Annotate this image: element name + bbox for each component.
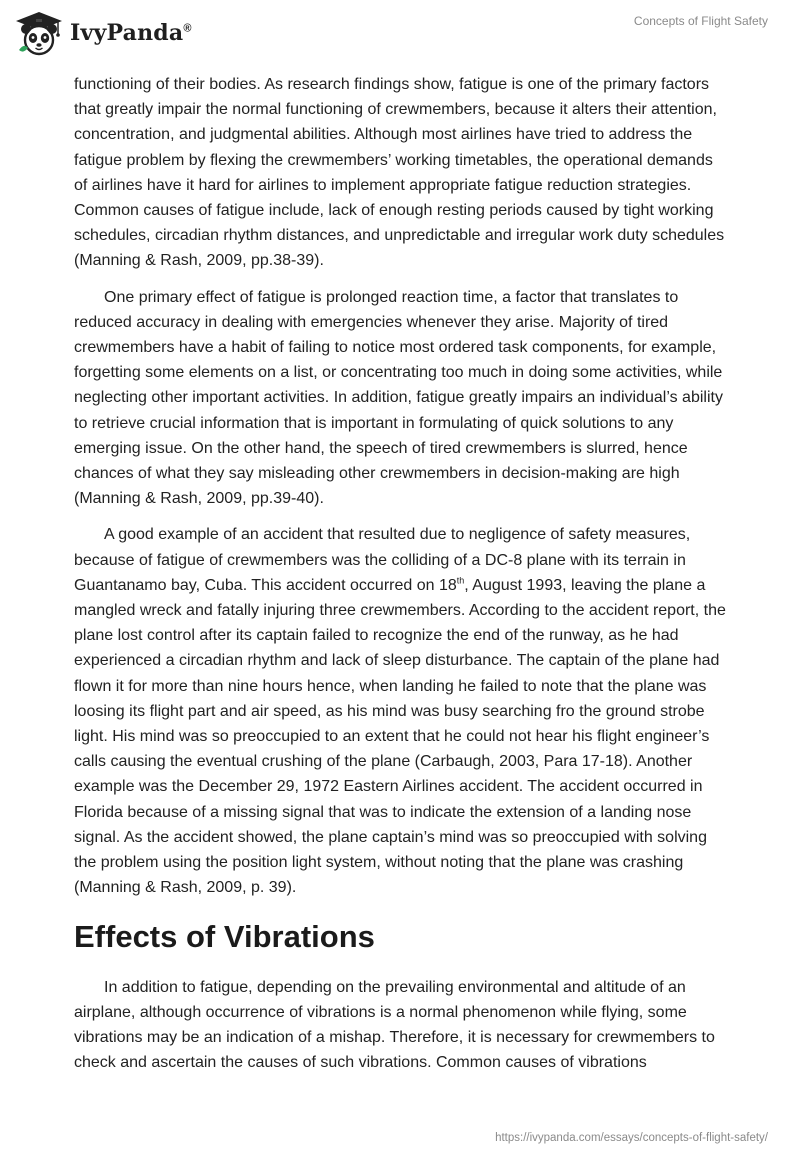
section-heading: Effects of Vibrations xyxy=(74,918,375,954)
brand-name: IvyPanda® xyxy=(70,20,192,46)
registered-mark: ® xyxy=(183,22,192,35)
paragraph-text: , August 1993, leaving the plane a mangled wreck and fatally injuring three crewmembers. According to the accident report, the plane lost control after its captain failed to recognize the end of the runway, as he had experienced a circadian rhythm and lack of sleep disturbance. The captain of the plane had flown it for more than nine hours hence, when landing he failed to note that the plane was loosing its flight part and air speed, as his mind was busy searching fro the ground strobe light. His mind was so preoccupied to an extent that he could not hear his flight engineer’s calls causing the eventual crushing of the plane (Carbaugh, 2003, Para 17-18). Another example was the December 29, 1972 Eastern Airlines accident. The accident occurred in Florida because of a missing signal that was to indicate the extension of a landing nose signal. As the accident showed, the plane captain’s mind was so preoccupied with solving the problem using the position light system, without noting that the plane was crashing (Manning & Rash, 2009, p. 39). xyxy=(74,576,726,897)
ordinal-suffix: th xyxy=(456,575,465,586)
essay-content xyxy=(74,72,730,1075)
paragraph: One primary effect of fatigue is prolonged reaction time, a factor that translates to reduced accuracy in dealing with emergencies whenever they arise. Majority of tired crewmembers have a habit of failing to notice most ordered task components, for example, forgetting some elements on a list, or concentrating too much in doing some activities, while neglecting other important activities. In addition, fatigue greatly impairs an individual’s ability to retrieve crucial information that is important in formulating of quick solutions to any emerging issue. On the other hand, the speech of tired crewmembers is slurred, hence chances of what they say misleading other crewmembers in decision-making are high (Manning & Rash, 2009, pp.39-40). xyxy=(74,288,723,508)
page-header xyxy=(0,0,800,70)
document-title: Concepts of Flight Safety xyxy=(633,14,768,28)
panda-graduate-icon xyxy=(14,10,64,56)
paragraph-text: A good example of an accident that resulted due to negligence of safety measures, because of fatigue of crewmembers was the colliding of a DC-8 plane with its terrain in Guantanamo bay, Cuba. This accident occurred on 18 xyxy=(74,526,691,594)
source-url[interactable]: https://ivypanda.com/essays/concepts-of-flight-safety/ xyxy=(495,1132,768,1144)
paragraph xyxy=(74,522,730,900)
paragraph: In addition to fatigue, depending on the prevailing environmental and altitude of an airplane, although occurrence of vibrations is a normal phenomenon while flying, some vibrations may be an indication of a mishap. Therefore, it is necessary for crewmembers to check and ascertain the causes of such vibrations. Common causes of vibrations xyxy=(74,978,715,1072)
brand-logo[interactable] xyxy=(14,8,192,58)
paragraph: functioning of their bodies. As research findings show, fatigue is one of the primary factors that greatly impair the normal functioning of crewmembers, because it alters their attention, concentration, and judgmental abilities. Although most airlines have tried to address the fatigue problem by flexing the crewmembers’ working timetables, the operational demands of airlines have it hard for airlines to implement appropriate fatigue reduction strategies. Common causes of fatigue include, lack of enough resting periods caused by tight working schedules, circadian rhythm distances, and unpredictable and irregular work duty schedules (Manning & Rash, 2009, pp.38-39). xyxy=(74,76,725,270)
